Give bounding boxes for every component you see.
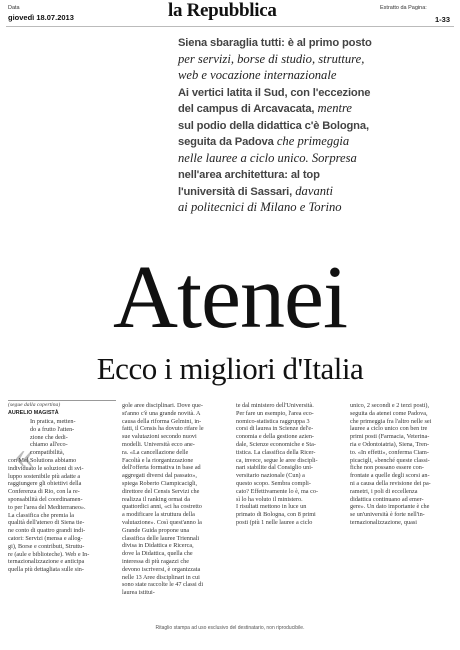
article-line: nelle 13 Aree disciplinari in cui bbox=[122, 573, 200, 581]
deck-text: nelle lauree a ciclo unico. Sorpresa bbox=[178, 150, 357, 165]
continued-note: (segue dalla copertina) bbox=[8, 402, 61, 408]
headline: Atenei bbox=[113, 248, 347, 347]
article-line: devono iscriversi, è organizzata bbox=[122, 565, 201, 573]
article-line: dale, Scienze economiche e Sta- bbox=[236, 440, 316, 448]
article-line: gole aree disciplinari. Dove que- bbox=[122, 402, 203, 409]
article-line: conomia e della gestione azien- bbox=[236, 433, 314, 441]
article-line: sue valutazioni secondo nuovi bbox=[122, 433, 197, 441]
deck-line bbox=[178, 100, 446, 117]
article-line: luppo sostenibile più adatte a bbox=[8, 472, 81, 480]
article-line: st'anno c'è una grande novità. A bbox=[122, 409, 201, 417]
article-line: ra. «La cancellazione delle bbox=[122, 448, 189, 456]
article-line: modelli. Università ecco ane- bbox=[122, 440, 195, 448]
article-line: te dal ministero dell'Università. bbox=[236, 402, 314, 409]
article-line: gi), Borse e contributi, Struttu- bbox=[8, 542, 85, 550]
article-line: ne conto di quattro grandi indi- bbox=[8, 527, 86, 535]
article-line: re (aule e biblioteche). Web e In- bbox=[8, 550, 90, 558]
article-line: Conferenza di Rio, con la re- bbox=[8, 488, 80, 496]
article-line: a modificare la struttura della bbox=[122, 511, 195, 519]
article-line: nari stabilite dal Consiglio uni- bbox=[236, 464, 313, 472]
article-line: causa della riforma Gelmini, in- bbox=[122, 417, 202, 425]
deck-line bbox=[178, 183, 446, 200]
article-line: direttore del Censis Servizi che bbox=[122, 487, 200, 495]
deck-text: Ai vertici latita il Sud, con l'eccezione bbox=[178, 86, 371, 99]
deck-line bbox=[178, 117, 446, 134]
deck-line bbox=[178, 166, 446, 183]
article-line: ria e Odontoiatria), Siena, Tren- bbox=[350, 440, 430, 448]
article-line: aggregati diversi dal passato», bbox=[122, 472, 197, 480]
deck-line bbox=[178, 84, 446, 101]
article-line: Per fare un esempio, l'area eco- bbox=[236, 409, 314, 417]
article-line: con Mel Solutions abbiamo bbox=[8, 456, 77, 464]
date-label: Data bbox=[8, 5, 20, 11]
article-line: zione che dedi- bbox=[30, 433, 68, 441]
subheadline: Ecco i migliori d'Italia bbox=[96, 351, 364, 386]
deck-line bbox=[178, 34, 446, 51]
deck bbox=[178, 34, 446, 216]
extract-label: Estratto da Pagina: bbox=[380, 5, 427, 11]
article-line: unico, 2 secondi e 2 terzi posti), bbox=[350, 402, 430, 409]
article-column-4 bbox=[350, 402, 454, 527]
deck-text: sul podio della didattica c'è Bologna, bbox=[178, 119, 369, 132]
article-line: Grande Guida propone una bbox=[122, 526, 190, 534]
deck-line bbox=[178, 199, 446, 216]
article-line: primi posti (Farmacia, Veterina- bbox=[350, 433, 430, 441]
article-line: ni a causa della revisione dei pa- bbox=[350, 479, 431, 487]
article-line: quattordici anni, «ci ha costretto bbox=[122, 503, 202, 511]
date-value: giovedì 18.07.2013 bbox=[8, 13, 74, 22]
article-line: picacigli, «benché queste classi- bbox=[350, 456, 430, 464]
deck-text: seguita da Padova bbox=[178, 136, 274, 148]
article-line: La classifica che premia la bbox=[8, 511, 74, 519]
deck-text: per servizi, borse di studio, strutture, bbox=[178, 51, 365, 66]
article-line: sì lo ha voluto il ministero. bbox=[236, 495, 303, 503]
article-line: compatibilità, bbox=[30, 449, 65, 457]
article-line: ca, invece, segue le aree discipli- bbox=[236, 456, 318, 464]
article-line: realizza il ranking ormai da bbox=[122, 495, 191, 503]
article-line: qualità dell'ateneo di Siena tie- bbox=[8, 519, 85, 527]
article-line: spiega Roberto Ciampicacigli, bbox=[122, 479, 198, 487]
deck-text-tail: mentre bbox=[314, 101, 353, 115]
article-line: individuato le soluzioni di svi- bbox=[8, 464, 84, 472]
header-divider bbox=[6, 26, 454, 27]
article-line: catori: Servizi (mensa e allog- bbox=[8, 534, 83, 542]
article-line: interessa di più ragazzi che bbox=[122, 557, 189, 565]
article-line: sponsabilità del coordinamen- bbox=[8, 495, 83, 503]
article-line: valutazione». Così quest'anno la bbox=[122, 518, 202, 526]
article-column-2 bbox=[122, 402, 232, 597]
article-line: questo scopo. Sembra compli- bbox=[236, 479, 311, 487]
article-line: to. «In effetti», conferma Ciam- bbox=[350, 448, 429, 456]
article-line: sono state raccolte le 47 classi di bbox=[122, 581, 204, 589]
article-line: quella più dettagliata sulle sin- bbox=[8, 566, 84, 574]
article-line: tistica. La classifica della Ricer- bbox=[236, 448, 316, 456]
deck-text: web e vocazione internazionale bbox=[178, 68, 337, 82]
article-line: che primeggia fra l'altro nelle sei bbox=[350, 417, 432, 425]
article-line: seguita da atenei come Padova, bbox=[350, 409, 428, 417]
article-line: gere». Un dato importante è che bbox=[350, 503, 430, 511]
article-line: cato? Effettivamente lo è, ma co- bbox=[236, 487, 319, 495]
article-line: posti (più 1 nelle lauree a ciclo bbox=[236, 518, 313, 526]
article-line: divisa in Didattica e Ricerca, bbox=[122, 542, 194, 550]
article-line: fiche non possano essere con- bbox=[350, 464, 424, 472]
article-line: rametri, i poli di eccellenza bbox=[350, 487, 418, 495]
article-line: to per l'area del Mediterraneo». bbox=[8, 503, 86, 511]
article-line: laurea istitui- bbox=[122, 589, 155, 597]
article-line: ternazionalizzazione, quasi bbox=[350, 518, 417, 526]
article-line: fatti, il Censis ha dovuto rifare le bbox=[122, 425, 204, 433]
article-line: chiamo all'eco- bbox=[30, 441, 68, 449]
deck-text: ai politecnici di Milano e Torino bbox=[178, 200, 342, 214]
article-column-3 bbox=[236, 402, 346, 527]
article-line: classifica delle lauree Triennali bbox=[122, 534, 200, 542]
article-line: dove la Didattica, quella che bbox=[122, 550, 193, 558]
article-line: Facoltà e la riorganizzazione bbox=[122, 456, 194, 464]
article-line: lauree a ciclo unico con ben tre bbox=[350, 425, 428, 433]
footer-notice: Ritaglio stampa ad uso esclusivo del destinatario, non riproducibile. bbox=[155, 625, 305, 631]
article-line: raggiungere gli obiettivi della bbox=[8, 480, 82, 488]
article-line: do a frutto l'atten- bbox=[30, 425, 75, 433]
deck-text: del campus di Arcavacata, bbox=[178, 103, 315, 115]
article-line: didattica continuano ad emer- bbox=[350, 495, 424, 503]
deck-text: l'università di Sassari, bbox=[178, 185, 293, 198]
deck-line bbox=[178, 51, 446, 68]
page-number: 1-33 bbox=[435, 15, 451, 24]
deck-line bbox=[178, 67, 446, 84]
deck-text: Siena sbaraglia tutti: è al primo posto bbox=[178, 37, 372, 49]
deck-text-tail: davanti bbox=[292, 183, 334, 198]
byline: AURELIO MAGISTÀ bbox=[8, 410, 59, 416]
byline-rule bbox=[8, 400, 116, 401]
deck-line bbox=[178, 133, 446, 150]
deck-text: nell'area architettura: al top bbox=[178, 169, 320, 181]
deck-line bbox=[178, 150, 446, 167]
article-line: nomico-statistica raggruppa 3 bbox=[236, 417, 310, 425]
article-line: se un'università è forte nell'in- bbox=[350, 511, 425, 519]
article-column-1 bbox=[8, 418, 118, 574]
article-line: In pratica, metten- bbox=[30, 418, 76, 425]
article-line: frontate a quelle degli scorsi an- bbox=[350, 472, 430, 480]
masthead-logo: la Repubblica bbox=[168, 0, 277, 21]
article-line: I risultati mettono in luce un bbox=[236, 503, 307, 511]
article-line: primato di Bologna, con 8 primi bbox=[236, 511, 316, 519]
article-line: dell'offerta formativa in base ad bbox=[122, 464, 201, 472]
quote-mark-icon: « bbox=[14, 432, 34, 477]
article-line: versitario nazionale (Cun) a bbox=[236, 472, 305, 480]
article-line: corsi di laurea in Scienze del'e- bbox=[236, 425, 314, 433]
article-line: ternazionalizzazione e anticipa bbox=[8, 558, 85, 566]
deck-text-tail: che primeggia bbox=[273, 134, 350, 148]
